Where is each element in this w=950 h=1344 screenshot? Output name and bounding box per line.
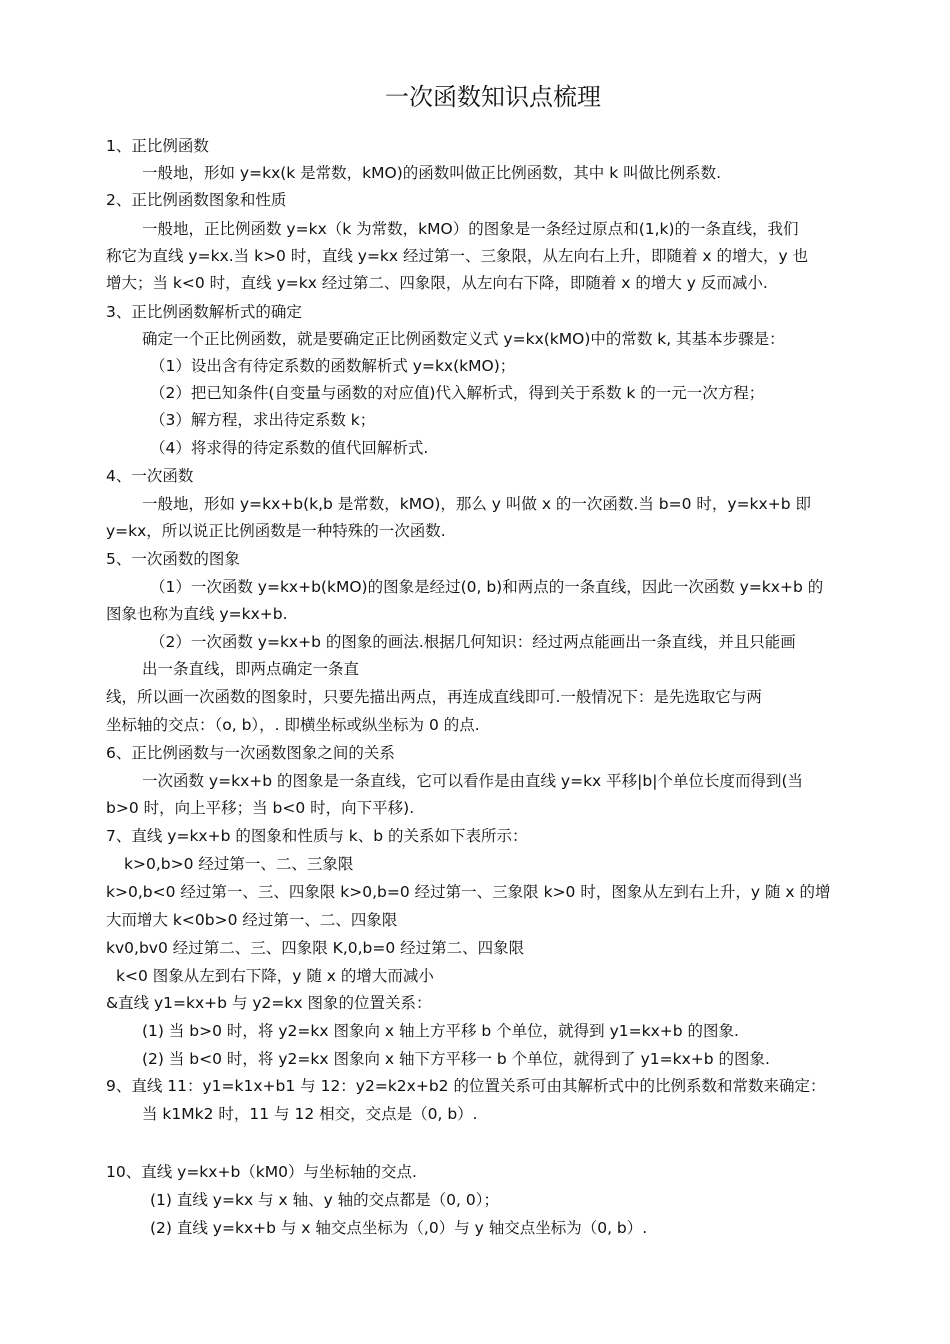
paragraph-line: 称它为直线 y=kx.当 k>0 时，直线 y=kx 经过第一、三象限，从左向右上升，即随着 x 的增大，y 也 — [106, 247, 809, 265]
section-heading: 9、直线 11：y1=k1x+b1 与 12：y2=k2x+b2 的位置关系可由其解析式中的比例系数和常数来确定： — [106, 1077, 826, 1095]
paragraph-line: 增大；当 k<0 时，直线 y=kx 经过第二、四象限，从左向右下降，即随着 x 的增大 y 反而减小. — [106, 274, 768, 292]
list-item: (2) 直线 y=kx+b 与 x 轴交点坐标为（,0）与 y 轴交点坐标为（0, b）. — [150, 1219, 648, 1237]
section-heading: 4、一次函数 — [106, 467, 194, 485]
list-item: (1) 当 b>0 时，将 y2=kx 图象向 x 轴上方平移 b 个单位，就得到 y1=kx+b 的图象. — [142, 1022, 739, 1040]
section-heading: &直线 y1=kx+b 与 y2=kx 图象的位置关系： — [106, 994, 432, 1012]
paragraph-line: 坐标轴的交点：（o, b），. 即横坐标或纵坐标为 0 的点. — [106, 716, 480, 734]
paragraph-line: 当 k1Mk2 时，11 与 12 相交，交点是（0, b）. — [142, 1105, 478, 1123]
list-item: （3）解方程，求出待定系数 k； — [150, 411, 376, 429]
paragraph-line: 一般地，正比例函数 y=kx（k 为常数，kMO）的图象是一条经过原点和(1,k)的一条直线，我们 — [142, 220, 799, 238]
list-item: （4）将求得的待定系数的值代回解析式. — [150, 439, 429, 457]
list-item: （2）一次函数 y=kx+b 的图象的画法.根据几何知识：经过两点能画出一条直线，并且只能画 — [150, 633, 796, 651]
document-title: 一次函数知识点梳理 — [385, 83, 601, 111]
paragraph-line: k>0,b>0 经过第一、二、三象限 — [124, 855, 354, 873]
paragraph-line: b>0 时，向上平移；当 b<0 时，向下平移). — [106, 799, 415, 817]
paragraph-line: k<0 图象从左到右下降，y 随 x 的增大而减小 — [116, 967, 434, 985]
paragraph-line: 一般地，形如 y=kx+b(k,b 是常数，kMO)，那么 y 叫做 x 的一次函数.当 b=0 时，y=kx+b 即 — [142, 495, 811, 513]
paragraph-line: 一次函数 y=kx+b 的图象是一条直线，它可以看作是由直线 y=kx 平移|b|个单位长度而得到(当 — [142, 772, 803, 790]
section-heading: 3、正比例函数解析式的确定 — [106, 303, 302, 321]
list-item: (2) 当 b<0 时，将 y2=kx 图象向 x 轴下方平移一 b 个单位，就得到了 y1=kx+b 的图象. — [142, 1050, 770, 1068]
paragraph-line: y=kx，所以说正比例函数是一种特殊的一次函数. — [106, 522, 446, 540]
list-item: （2）把已知条件(自变量与函数的对应值)代入解析式，得到关于系数 k 的一元一次方程； — [150, 384, 765, 402]
paragraph-line: 确定一个正比例函数，就是要确定正比例函数定义式 y=kx(kMO)中的常数 k, 其基本步骤是： — [142, 330, 785, 348]
section-heading: 7、直线 y=kx+b 的图象和性质与 k、b 的关系如下表所示： — [106, 827, 528, 845]
list-item: （1）一次函数 y=kx+b(kMO)的图象是经过(0, b)和两点的一条直线，因此一次函数 y=kx+b 的 — [150, 578, 824, 596]
section-heading: 2、正比例函数图象和性质 — [106, 191, 287, 209]
paragraph-line: 线，所以画一次函数的图象时，只要先描出两点，再连成直线即可.一般情况下：是先选取它与两 — [106, 688, 762, 706]
paragraph-line: k>0,b<0 经过第一、三、四象限 k>0,b=0 经过第一、三象限 k>0 时，图象从左到右上升，y 随 x 的增 — [106, 883, 831, 901]
section-heading: 6、正比例函数与一次函数图象之间的关系 — [106, 744, 395, 762]
paragraph-line: kv0,bv0 经过第二、三、四象限 K,0,b=0 经过第二、四象限 — [106, 939, 525, 957]
section-heading: 10、直线 y=kx+b（kM0）与坐标轴的交点. — [106, 1163, 417, 1181]
section-heading: 1、正比例函数 — [106, 137, 209, 155]
list-item: (1) 直线 y=kx 与 x 轴、y 轴的交点都是（0, 0）； — [150, 1191, 500, 1209]
paragraph-line: 图象也称为直线 y=kx+b. — [106, 605, 288, 623]
list-item: （1）设出含有待定系数的函数解析式 y=kx(kMO)； — [150, 357, 516, 375]
paragraph-line: 一般地，形如 y=kx(k 是常数，kMO)的函数叫做正比例函数，其中 k 叫做比例系数. — [142, 164, 722, 182]
section-heading: 5、一次函数的图象 — [106, 550, 240, 568]
paragraph-line: 出一条直线，即两点确定一条直 — [142, 660, 360, 678]
paragraph-line: 大而增大 k<0b>0 经过第一、二、四象限 — [106, 911, 398, 929]
